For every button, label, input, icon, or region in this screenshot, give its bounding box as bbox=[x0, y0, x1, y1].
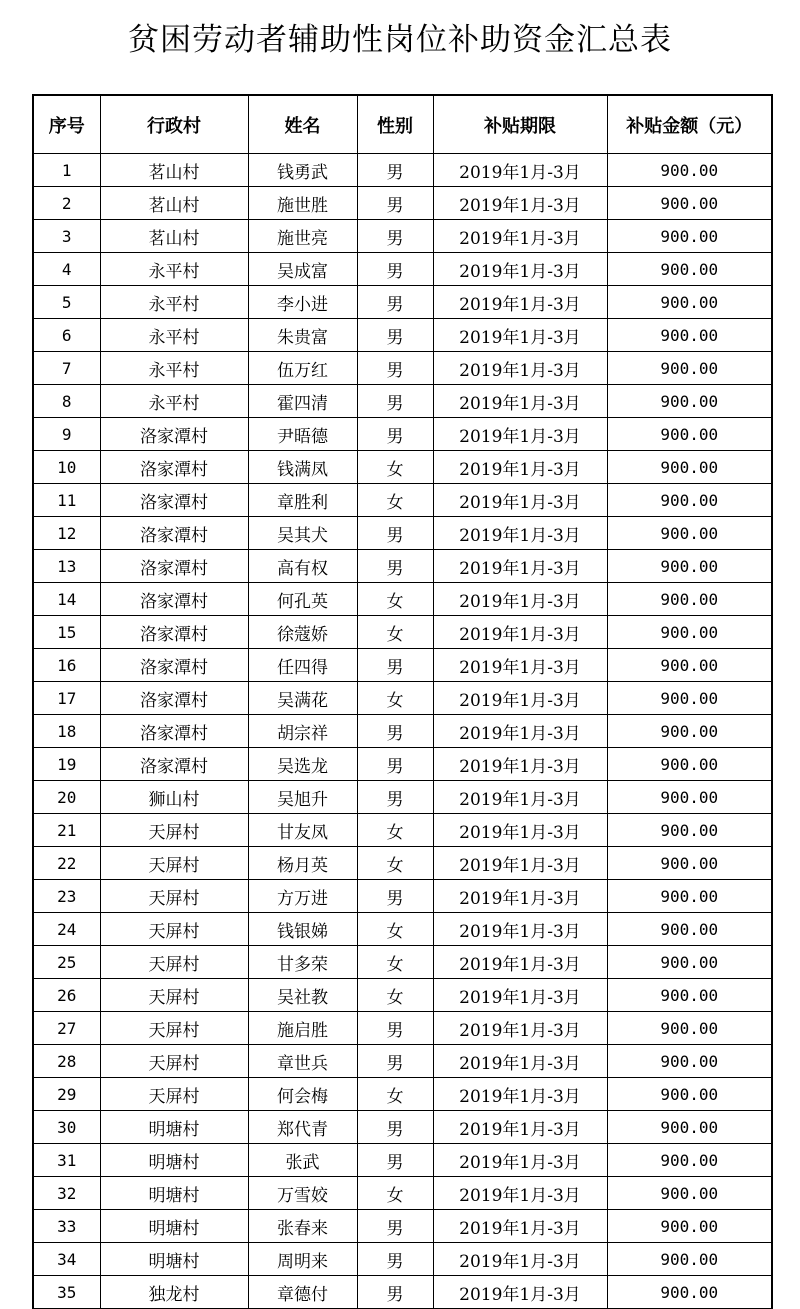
cell-name: 胡宗祥 bbox=[248, 715, 357, 748]
cell-index: 18 bbox=[33, 715, 100, 748]
cell-gender: 女 bbox=[357, 979, 433, 1012]
cell-index: 1 bbox=[33, 154, 100, 187]
cell-amount: 900.00 bbox=[607, 682, 772, 715]
cell-amount: 900.00 bbox=[607, 649, 772, 682]
cell-village: 天屏村 bbox=[100, 1012, 248, 1045]
cell-index: 5 bbox=[33, 286, 100, 319]
cell-name: 万雪姣 bbox=[248, 1177, 357, 1210]
cell-gender: 男 bbox=[357, 1012, 433, 1045]
cell-index: 12 bbox=[33, 517, 100, 550]
cell-index: 26 bbox=[33, 979, 100, 1012]
table-row bbox=[33, 715, 772, 748]
cell-name: 杨月英 bbox=[248, 847, 357, 880]
cell-name: 吴满花 bbox=[248, 682, 357, 715]
cell-amount: 900.00 bbox=[607, 1276, 772, 1309]
cell-amount: 900.00 bbox=[607, 352, 772, 385]
cell-gender: 男 bbox=[357, 154, 433, 187]
table-row bbox=[33, 1144, 772, 1177]
cell-index: 15 bbox=[33, 616, 100, 649]
cell-village: 天屏村 bbox=[100, 1045, 248, 1078]
cell-index: 34 bbox=[33, 1243, 100, 1276]
cell-amount: 900.00 bbox=[607, 781, 772, 814]
cell-period: 2019年1月-3月 bbox=[433, 979, 607, 1012]
cell-index: 14 bbox=[33, 583, 100, 616]
cell-village: 独龙村 bbox=[100, 1276, 248, 1309]
cell-index: 33 bbox=[33, 1210, 100, 1243]
cell-village: 茗山村 bbox=[100, 154, 248, 187]
cell-amount: 900.00 bbox=[607, 286, 772, 319]
cell-gender: 男 bbox=[357, 253, 433, 286]
cell-index: 31 bbox=[33, 1144, 100, 1177]
table-row bbox=[33, 1078, 772, 1111]
cell-index: 27 bbox=[33, 1012, 100, 1045]
cell-gender: 男 bbox=[357, 781, 433, 814]
cell-index: 2 bbox=[33, 187, 100, 220]
table-row bbox=[33, 418, 772, 451]
table-row bbox=[33, 220, 772, 253]
table-row bbox=[33, 187, 772, 220]
cell-name: 钱满凤 bbox=[248, 451, 357, 484]
cell-name: 吴其犬 bbox=[248, 517, 357, 550]
subsidy-table bbox=[32, 94, 773, 1309]
cell-gender: 女 bbox=[357, 847, 433, 880]
cell-gender: 男 bbox=[357, 1045, 433, 1078]
cell-gender: 女 bbox=[357, 814, 433, 847]
cell-gender: 男 bbox=[357, 1243, 433, 1276]
cell-gender: 男 bbox=[357, 319, 433, 352]
table-row bbox=[33, 1012, 772, 1045]
cell-name: 郑代青 bbox=[248, 1111, 357, 1144]
cell-gender: 男 bbox=[357, 715, 433, 748]
cell-name: 章世兵 bbox=[248, 1045, 357, 1078]
cell-name: 施启胜 bbox=[248, 1012, 357, 1045]
cell-period: 2019年1月-3月 bbox=[433, 550, 607, 583]
cell-name: 吴成富 bbox=[248, 253, 357, 286]
cell-index: 32 bbox=[33, 1177, 100, 1210]
cell-period: 2019年1月-3月 bbox=[433, 616, 607, 649]
cell-gender: 男 bbox=[357, 880, 433, 913]
cell-village: 天屏村 bbox=[100, 880, 248, 913]
cell-amount: 900.00 bbox=[607, 517, 772, 550]
header-index: 序号 bbox=[33, 95, 100, 154]
table-row bbox=[33, 847, 772, 880]
header-name: 姓名 bbox=[248, 95, 357, 154]
cell-gender: 男 bbox=[357, 385, 433, 418]
cell-amount: 900.00 bbox=[607, 1243, 772, 1276]
table-row bbox=[33, 1243, 772, 1276]
table-row bbox=[33, 1177, 772, 1210]
cell-village: 洛家潭村 bbox=[100, 682, 248, 715]
cell-name: 张武 bbox=[248, 1144, 357, 1177]
cell-village: 永平村 bbox=[100, 385, 248, 418]
cell-index: 25 bbox=[33, 946, 100, 979]
cell-index: 19 bbox=[33, 748, 100, 781]
cell-period: 2019年1月-3月 bbox=[433, 385, 607, 418]
cell-amount: 900.00 bbox=[607, 1144, 772, 1177]
cell-gender: 女 bbox=[357, 1078, 433, 1111]
cell-period: 2019年1月-3月 bbox=[433, 286, 607, 319]
table-row bbox=[33, 385, 772, 418]
cell-period: 2019年1月-3月 bbox=[433, 913, 607, 946]
cell-name: 霍四清 bbox=[248, 385, 357, 418]
cell-gender: 女 bbox=[357, 484, 433, 517]
cell-period: 2019年1月-3月 bbox=[433, 484, 607, 517]
cell-index: 35 bbox=[33, 1276, 100, 1309]
cell-gender: 男 bbox=[357, 550, 433, 583]
cell-village: 永平村 bbox=[100, 352, 248, 385]
cell-index: 23 bbox=[33, 880, 100, 913]
cell-gender: 男 bbox=[357, 352, 433, 385]
table-row bbox=[33, 946, 772, 979]
cell-village: 永平村 bbox=[100, 253, 248, 286]
cell-village: 狮山村 bbox=[100, 781, 248, 814]
cell-period: 2019年1月-3月 bbox=[433, 517, 607, 550]
cell-name: 张春来 bbox=[248, 1210, 357, 1243]
table-row bbox=[33, 781, 772, 814]
cell-name: 徐蔻娇 bbox=[248, 616, 357, 649]
cell-index: 22 bbox=[33, 847, 100, 880]
table-row bbox=[33, 880, 772, 913]
cell-name: 钱银娣 bbox=[248, 913, 357, 946]
cell-index: 3 bbox=[33, 220, 100, 253]
cell-village: 明塘村 bbox=[100, 1144, 248, 1177]
cell-period: 2019年1月-3月 bbox=[433, 1045, 607, 1078]
cell-name: 何会梅 bbox=[248, 1078, 357, 1111]
cell-amount: 900.00 bbox=[607, 1012, 772, 1045]
cell-index: 30 bbox=[33, 1111, 100, 1144]
table-row bbox=[33, 1045, 772, 1078]
cell-village: 洛家潭村 bbox=[100, 748, 248, 781]
cell-village: 茗山村 bbox=[100, 187, 248, 220]
cell-period: 2019年1月-3月 bbox=[433, 748, 607, 781]
cell-period: 2019年1月-3月 bbox=[433, 352, 607, 385]
cell-gender: 男 bbox=[357, 418, 433, 451]
header-gender: 性别 bbox=[357, 95, 433, 154]
cell-village: 洛家潭村 bbox=[100, 550, 248, 583]
table-body bbox=[33, 154, 772, 1309]
cell-village: 洛家潭村 bbox=[100, 451, 248, 484]
header-period: 补贴期限 bbox=[433, 95, 607, 154]
cell-period: 2019年1月-3月 bbox=[433, 814, 607, 847]
cell-period: 2019年1月-3月 bbox=[433, 682, 607, 715]
cell-index: 4 bbox=[33, 253, 100, 286]
cell-name: 施世亮 bbox=[248, 220, 357, 253]
cell-village: 洛家潭村 bbox=[100, 583, 248, 616]
cell-gender: 男 bbox=[357, 649, 433, 682]
cell-period: 2019年1月-3月 bbox=[433, 253, 607, 286]
cell-index: 21 bbox=[33, 814, 100, 847]
cell-gender: 女 bbox=[357, 1177, 433, 1210]
cell-index: 13 bbox=[33, 550, 100, 583]
cell-village: 洛家潭村 bbox=[100, 418, 248, 451]
cell-village: 天屏村 bbox=[100, 979, 248, 1012]
table-row bbox=[33, 1111, 772, 1144]
cell-period: 2019年1月-3月 bbox=[433, 1177, 607, 1210]
cell-period: 2019年1月-3月 bbox=[433, 418, 607, 451]
cell-amount: 900.00 bbox=[607, 715, 772, 748]
cell-gender: 男 bbox=[357, 517, 433, 550]
cell-amount: 900.00 bbox=[607, 154, 772, 187]
header-amount: 补贴金额（元） bbox=[607, 95, 772, 154]
table-row bbox=[33, 583, 772, 616]
cell-name: 章德付 bbox=[248, 1276, 357, 1309]
cell-amount: 900.00 bbox=[607, 1177, 772, 1210]
cell-index: 29 bbox=[33, 1078, 100, 1111]
cell-amount: 900.00 bbox=[607, 1045, 772, 1078]
cell-period: 2019年1月-3月 bbox=[433, 1243, 607, 1276]
cell-amount: 900.00 bbox=[607, 814, 772, 847]
document-title: 贫困劳动者辅助性岗位补助资金汇总表 bbox=[128, 22, 672, 58]
cell-village: 洛家潭村 bbox=[100, 517, 248, 550]
cell-village: 明塘村 bbox=[100, 1210, 248, 1243]
cell-amount: 900.00 bbox=[607, 220, 772, 253]
cell-village: 洛家潭村 bbox=[100, 649, 248, 682]
cell-village: 永平村 bbox=[100, 319, 248, 352]
cell-amount: 900.00 bbox=[607, 187, 772, 220]
cell-index: 8 bbox=[33, 385, 100, 418]
table-row bbox=[33, 682, 772, 715]
cell-amount: 900.00 bbox=[607, 1210, 772, 1243]
table-row bbox=[33, 748, 772, 781]
cell-village: 明塘村 bbox=[100, 1111, 248, 1144]
table-row bbox=[33, 1276, 772, 1309]
cell-name: 甘多荣 bbox=[248, 946, 357, 979]
table-header-row bbox=[33, 95, 772, 154]
cell-amount: 900.00 bbox=[607, 616, 772, 649]
cell-village: 洛家潭村 bbox=[100, 715, 248, 748]
cell-name: 任四得 bbox=[248, 649, 357, 682]
cell-amount: 900.00 bbox=[607, 253, 772, 286]
cell-village: 天屏村 bbox=[100, 814, 248, 847]
cell-index: 6 bbox=[33, 319, 100, 352]
cell-gender: 女 bbox=[357, 451, 433, 484]
cell-village: 洛家潭村 bbox=[100, 484, 248, 517]
cell-name: 章胜利 bbox=[248, 484, 357, 517]
cell-amount: 900.00 bbox=[607, 550, 772, 583]
cell-period: 2019年1月-3月 bbox=[433, 220, 607, 253]
cell-index: 17 bbox=[33, 682, 100, 715]
cell-village: 天屏村 bbox=[100, 847, 248, 880]
cell-village: 洛家潭村 bbox=[100, 616, 248, 649]
cell-gender: 女 bbox=[357, 583, 433, 616]
cell-period: 2019年1月-3月 bbox=[433, 946, 607, 979]
cell-amount: 900.00 bbox=[607, 880, 772, 913]
cell-gender: 女 bbox=[357, 682, 433, 715]
cell-gender: 男 bbox=[357, 748, 433, 781]
cell-gender: 女 bbox=[357, 616, 433, 649]
cell-period: 2019年1月-3月 bbox=[433, 1144, 607, 1177]
cell-name: 尹晤德 bbox=[248, 418, 357, 451]
cell-period: 2019年1月-3月 bbox=[433, 451, 607, 484]
cell-name: 方万进 bbox=[248, 880, 357, 913]
cell-period: 2019年1月-3月 bbox=[433, 880, 607, 913]
cell-amount: 900.00 bbox=[607, 913, 772, 946]
cell-amount: 900.00 bbox=[607, 484, 772, 517]
cell-period: 2019年1月-3月 bbox=[433, 319, 607, 352]
cell-index: 24 bbox=[33, 913, 100, 946]
cell-period: 2019年1月-3月 bbox=[433, 154, 607, 187]
table-row bbox=[33, 484, 772, 517]
cell-village: 明塘村 bbox=[100, 1243, 248, 1276]
cell-period: 2019年1月-3月 bbox=[433, 847, 607, 880]
cell-period: 2019年1月-3月 bbox=[433, 1276, 607, 1309]
cell-village: 茗山村 bbox=[100, 220, 248, 253]
cell-gender: 男 bbox=[357, 1210, 433, 1243]
cell-name: 吴社教 bbox=[248, 979, 357, 1012]
table-row bbox=[33, 154, 772, 187]
cell-village: 永平村 bbox=[100, 286, 248, 319]
cell-index: 10 bbox=[33, 451, 100, 484]
cell-name: 高有权 bbox=[248, 550, 357, 583]
table-row bbox=[33, 550, 772, 583]
cell-village: 明塘村 bbox=[100, 1177, 248, 1210]
cell-amount: 900.00 bbox=[607, 319, 772, 352]
table-row bbox=[33, 286, 772, 319]
cell-amount: 900.00 bbox=[607, 1111, 772, 1144]
cell-name: 周明来 bbox=[248, 1243, 357, 1276]
table-row bbox=[33, 1210, 772, 1243]
table-row bbox=[33, 319, 772, 352]
cell-amount: 900.00 bbox=[607, 946, 772, 979]
table-row bbox=[33, 253, 772, 286]
cell-name: 何孔英 bbox=[248, 583, 357, 616]
cell-name: 伍万红 bbox=[248, 352, 357, 385]
cell-gender: 女 bbox=[357, 913, 433, 946]
cell-amount: 900.00 bbox=[607, 418, 772, 451]
cell-amount: 900.00 bbox=[607, 748, 772, 781]
cell-index: 20 bbox=[33, 781, 100, 814]
cell-gender: 男 bbox=[357, 1111, 433, 1144]
table-row bbox=[33, 517, 772, 550]
cell-name: 吴旭升 bbox=[248, 781, 357, 814]
cell-name: 朱贵富 bbox=[248, 319, 357, 352]
cell-village: 天屏村 bbox=[100, 946, 248, 979]
cell-period: 2019年1月-3月 bbox=[433, 1111, 607, 1144]
table-row bbox=[33, 913, 772, 946]
cell-amount: 900.00 bbox=[607, 583, 772, 616]
cell-gender: 男 bbox=[357, 1144, 433, 1177]
cell-name: 施世胜 bbox=[248, 187, 357, 220]
cell-period: 2019年1月-3月 bbox=[433, 649, 607, 682]
cell-period: 2019年1月-3月 bbox=[433, 781, 607, 814]
table-row bbox=[33, 616, 772, 649]
cell-gender: 男 bbox=[357, 187, 433, 220]
cell-name: 甘友凤 bbox=[248, 814, 357, 847]
cell-amount: 900.00 bbox=[607, 847, 772, 880]
table-row bbox=[33, 352, 772, 385]
cell-amount: 900.00 bbox=[607, 451, 772, 484]
cell-amount: 900.00 bbox=[607, 979, 772, 1012]
table-row bbox=[33, 451, 772, 484]
cell-period: 2019年1月-3月 bbox=[433, 1210, 607, 1243]
cell-period: 2019年1月-3月 bbox=[433, 715, 607, 748]
cell-name: 李小进 bbox=[248, 286, 357, 319]
cell-index: 28 bbox=[33, 1045, 100, 1078]
cell-amount: 900.00 bbox=[607, 1078, 772, 1111]
cell-index: 7 bbox=[33, 352, 100, 385]
table-row bbox=[33, 814, 772, 847]
table-row bbox=[33, 649, 772, 682]
cell-gender: 男 bbox=[357, 286, 433, 319]
cell-amount: 900.00 bbox=[607, 385, 772, 418]
cell-name: 钱勇武 bbox=[248, 154, 357, 187]
cell-period: 2019年1月-3月 bbox=[433, 1078, 607, 1111]
cell-gender: 男 bbox=[357, 1276, 433, 1309]
cell-gender: 男 bbox=[357, 220, 433, 253]
cell-village: 天屏村 bbox=[100, 913, 248, 946]
table-row bbox=[33, 979, 772, 1012]
cell-index: 16 bbox=[33, 649, 100, 682]
cell-name: 吴选龙 bbox=[248, 748, 357, 781]
cell-index: 11 bbox=[33, 484, 100, 517]
cell-period: 2019年1月-3月 bbox=[433, 583, 607, 616]
header-village: 行政村 bbox=[100, 95, 248, 154]
cell-period: 2019年1月-3月 bbox=[433, 1012, 607, 1045]
cell-index: 9 bbox=[33, 418, 100, 451]
cell-period: 2019年1月-3月 bbox=[433, 187, 607, 220]
cell-village: 天屏村 bbox=[100, 1078, 248, 1111]
cell-gender: 女 bbox=[357, 946, 433, 979]
